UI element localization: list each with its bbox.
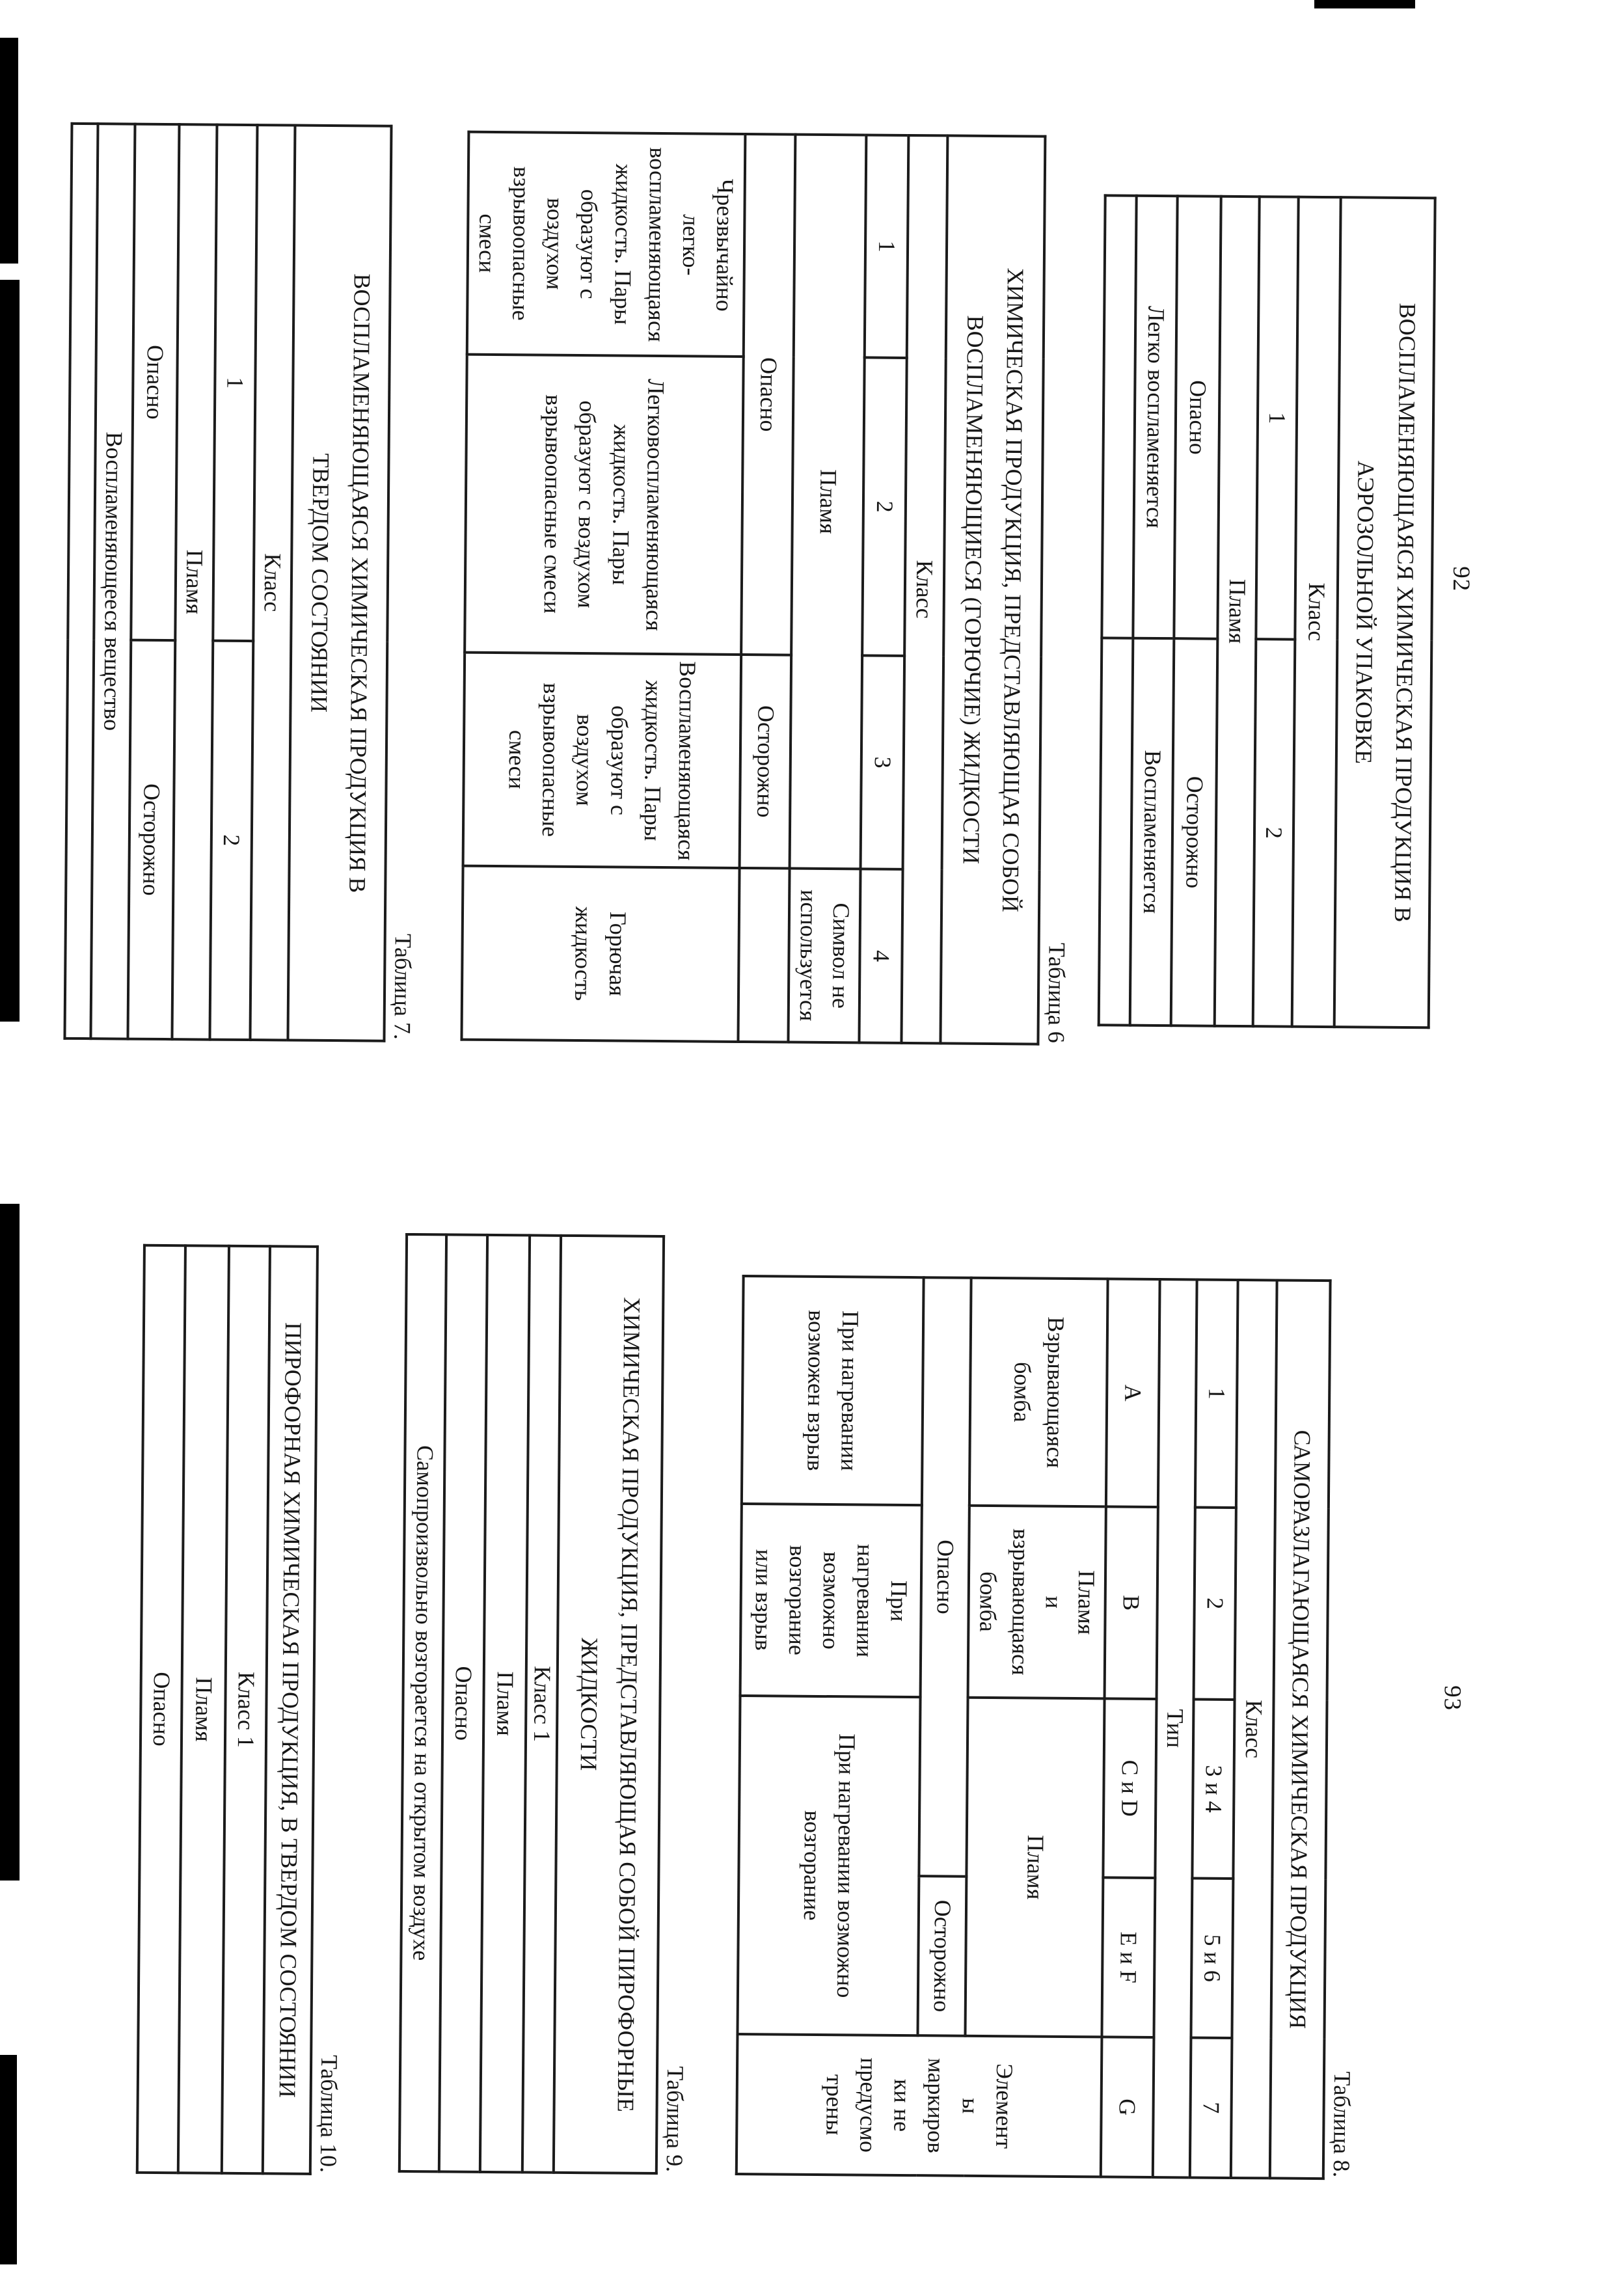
t9-signal-cell: Опасно xyxy=(439,1234,487,2171)
t8-symbol-b: Пламя и взрывающаяся бомба xyxy=(968,1506,1106,1699)
t7-title-cell: ВОСПЛАМЕНЯЮЩАЯСЯ ХИМИЧЕСКАЯ ПРОДУКЦИЯ В ТВЕРДОМ СОСТОЯНИИ xyxy=(288,126,391,1041)
t7-signal-danger: Опасно xyxy=(131,124,179,641)
t8-hazard-a: При нагревании возможен взрыв xyxy=(742,1276,924,1505)
t8-hazard-b: При нагревании возможно возгорание или взрыв xyxy=(740,1504,922,1697)
table-10-pyrophoric-solids xyxy=(136,1244,319,2175)
t6-symbol-not-used: Символ не используется xyxy=(789,869,861,1043)
t8-type-g: G xyxy=(1101,2037,1154,2177)
t6-class-3: 3 xyxy=(861,655,905,869)
scan-top-mark xyxy=(1314,0,1415,8)
t8-type-header: Тип xyxy=(1153,1279,1197,2177)
aerosol-title-cell: ВОСПЛАМЕНЯЮЩАЯСЯ ХИМИЧЕСКАЯ ПРОДУКЦИЯ В АЭРОЗОЛЬНОЙ УПАКОВКЕ xyxy=(1334,197,1435,1027)
t6-description-4: Горючая жидкость xyxy=(461,866,740,1042)
table-9-label: Таблица 9. xyxy=(661,2066,689,2173)
t8-symbol-g-no-marking: Элемент ы маркиров ки не предусмо трены xyxy=(737,2034,1102,2177)
t8-hazard-cdef: При нагревании возможно возгорание xyxy=(738,1696,921,2035)
aerosol-class-2: 2 xyxy=(1253,639,1295,1026)
t8-signal-danger: Опасно xyxy=(919,1277,971,1877)
t7-class-2: 2 xyxy=(210,641,253,1040)
empty-cell xyxy=(1102,195,1136,638)
empty-cell xyxy=(738,868,790,1042)
table-8-label: Таблица 8. xyxy=(1328,2071,1356,2178)
table-7-label: Таблица 7. xyxy=(389,933,416,1040)
aerosol-hazard-2: Воспламеняется xyxy=(1130,638,1174,1026)
t7-class-header: Класс xyxy=(250,125,295,1040)
t8-class-2: 2 xyxy=(1194,1507,1236,1699)
t9-symbol-cell: Пламя xyxy=(480,1235,530,2172)
scan-edge-bar xyxy=(0,38,18,264)
scan-edge-bar xyxy=(0,2055,17,2264)
t7-class-1: 1 xyxy=(213,125,257,641)
table-9-pyrophoric-liquids xyxy=(398,1233,665,2175)
t9-hazard-cell: Самопроизвольно возгорается на открытом воздухе xyxy=(399,1234,446,2171)
table-10-label: Таблица 10. xyxy=(315,2054,343,2173)
t6-signal-danger: Опасно xyxy=(741,134,795,655)
t6-description-1: Чрезвычайно легко- воспламеняющаяся жидкость. Пары образуют с воздухом взрывоопасные смеси xyxy=(467,132,745,357)
t8-title-cell: САМОРАЗЛАГАЮЩАЯСЯ ХИМИЧЕСКАЯ ПРОДУКЦИЯ xyxy=(1270,1280,1331,2179)
aerosol-signal-warning: Осторожно xyxy=(1171,638,1218,1026)
page-number-92: 92 xyxy=(1447,566,1475,592)
scan-edge-bar xyxy=(0,280,20,1022)
t8-class-3-4: 3 и 4 xyxy=(1192,1699,1234,1878)
table-6-flammable-liquids xyxy=(460,131,1046,1046)
t8-type-ef: Е и F xyxy=(1102,1877,1155,2037)
aerosol-class-header: Класс xyxy=(1292,197,1341,1027)
t7-signal-warning: Осторожно xyxy=(128,640,175,1040)
t6-class-4: 4 xyxy=(859,869,902,1043)
t10-title-cell: ПИРОФОРНАЯ ХИМИЧЕСКАЯ ПРОДУКЦИЯ, В ТВЕРДОМ СОСТОЯНИИ xyxy=(263,1246,318,2174)
t8-class-5-6: 5 и 6 xyxy=(1191,1878,1233,2037)
page-number-93: 93 xyxy=(1439,1685,1466,1711)
table-6-label: Таблица 6 xyxy=(1043,942,1070,1043)
t6-class-header: Класс xyxy=(901,135,947,1043)
t7-symbol-cell: Пламя xyxy=(172,124,217,1039)
t6-description-2: Легковоспламеняющаяся жидкость. Пары образуют с воздухом взрывоопасные смеси xyxy=(465,355,744,655)
t10-symbol-cell: Пламя xyxy=(178,1245,229,2173)
t10-signal-cell: Опасно xyxy=(137,1245,185,2173)
t8-class-1: 1 xyxy=(1195,1280,1238,1508)
table-7-flammable-solids xyxy=(64,122,393,1042)
t8-class-7: 7 xyxy=(1190,2037,1232,2178)
t9-title-cell: ХИМИЧЕСКАЯ ПРОДУКЦИЯ, ПРЕДСТАВЛЯЮЩАЯ СОБОЙ ПИРОФОРНЫЕ ЖИДКОСТИ xyxy=(554,1236,664,2173)
t6-signal-warning: Осторожно xyxy=(740,655,792,869)
t9-class-cell: Класс 1 xyxy=(522,1235,561,2172)
t6-title-cell: ХИМИЧЕСКАЯ ПРОДУКЦИЯ, ПРЕДСТАВЛЯЮЩАЯ СОБОЙ ВОСПЛАМЕНЯЮЩИЕСЯ (ГОРЮЧИЕ) ЖИДКОСТИ xyxy=(940,135,1045,1044)
t6-symbol-flame: Пламя xyxy=(790,135,867,869)
t8-type-b: В xyxy=(1105,1506,1158,1699)
t10-class-cell: Класс 1 xyxy=(222,1246,270,2173)
t8-type-cd: С и D xyxy=(1103,1698,1156,1878)
aerosol-hazard-1: Легко воспламеняется xyxy=(1133,196,1177,638)
t8-class-header: Класс xyxy=(1231,1280,1277,2178)
aerosol-signal-danger: Опасно xyxy=(1174,196,1221,639)
t8-type-a: А xyxy=(1106,1279,1160,1507)
t6-class-1: 1 xyxy=(865,135,909,357)
table-flammable-aerosol xyxy=(1098,194,1437,1029)
t7-substance-cell: Воспламеняющееся вещество xyxy=(91,124,135,1039)
t6-description-3: Воспламеняющаяся жидкость. Пары образуют с воздухом взрывоопасные смеси xyxy=(463,653,741,868)
t8-symbol-cdef: Пламя xyxy=(966,1698,1105,2037)
empty-cell xyxy=(1099,638,1133,1025)
t6-class-2: 2 xyxy=(862,357,907,655)
scan-edge-bar xyxy=(0,1204,20,1881)
t8-symbol-a: Взрывающаяся бомба xyxy=(969,1278,1107,1507)
table-8-self-reactive xyxy=(735,1275,1331,2180)
aerosol-symbol-cell: Пламя xyxy=(1215,197,1260,1026)
aerosol-class-1: 1 xyxy=(1256,197,1298,639)
t8-signal-warning: Осторожно xyxy=(918,1876,967,2036)
